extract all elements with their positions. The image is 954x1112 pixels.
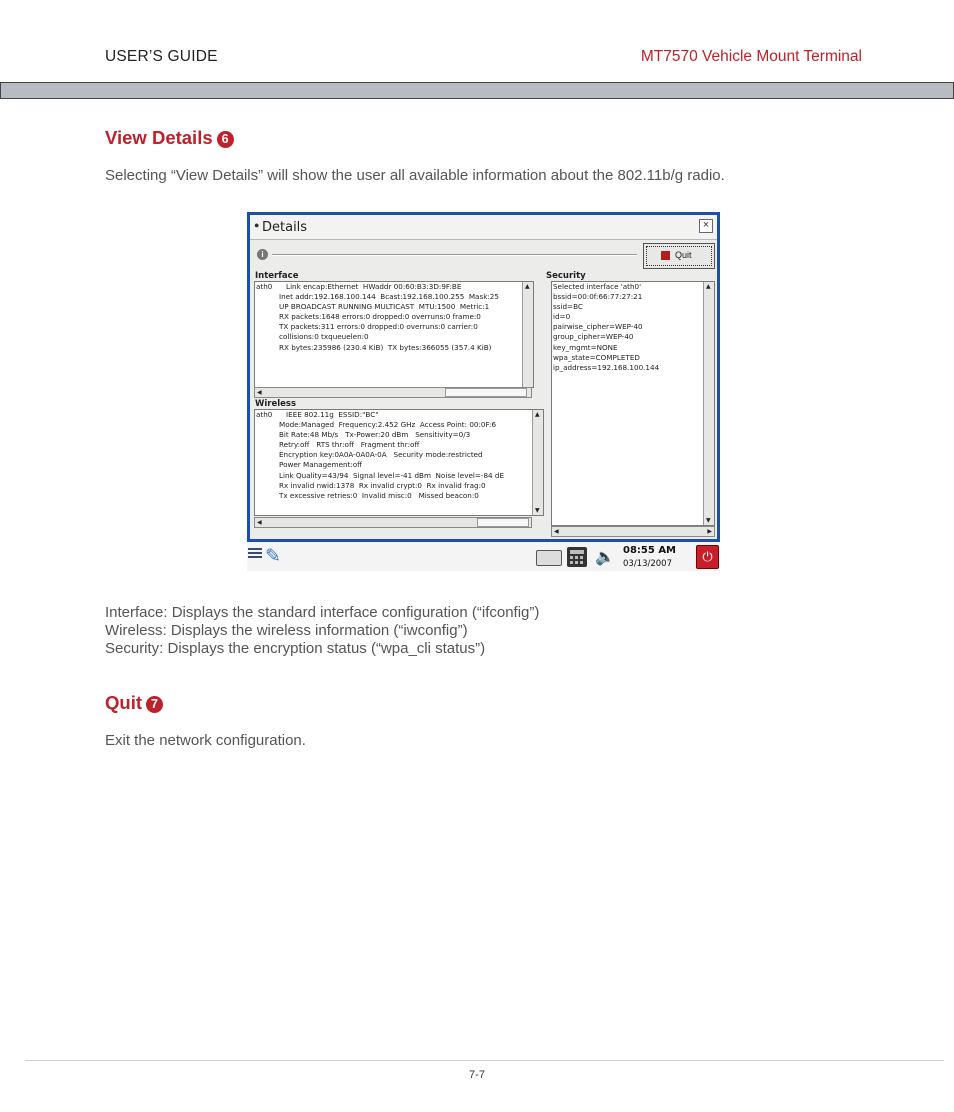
view-details-body: Selecting “View Details” will show the user all available information about the 802.11b/g radio. [105,167,725,184]
wireless-vscroll[interactable] [532,410,543,515]
text-line: RX packets:1648 errors:0 dropped:0 overruns:0 frame:0 [279,312,481,322]
text-line: group_cipher=WEP-40 [553,332,634,342]
scroll-down-arrow-icon[interactable]: ▼ [535,507,540,514]
text-line: bssid=00:0f:66:77:27:21 [553,292,643,302]
text-line: Power Management:off [279,460,363,470]
header-guide-label: USER’S GUIDE [105,48,218,65]
details-toolbar [250,241,717,269]
quit-button[interactable] [643,243,715,269]
text-line: ath0 Link encap:Ethernet HWaddr 00:60:B3:3D:9F:BE [256,282,462,291]
interface-hscroll-thumb[interactable] [445,388,527,397]
text-line: ath0 IEEE 802.11g ESSID:"BC" [256,410,379,419]
quit-body: Exit the network configuration. [105,732,306,749]
view-details-title: View Details [105,127,213,148]
text-line: wpa_state=COMPLETED [553,352,640,362]
quit-heading [105,692,163,714]
interface-textbox[interactable] [254,281,534,388]
scroll-left-arrow-icon[interactable]: ◀ [257,520,262,526]
interface-vscroll[interactable] [522,282,533,387]
window-title: Details [262,220,308,235]
page-number: 7-7 [469,1069,485,1081]
pencil-icon[interactable]: ✎ [265,546,281,567]
wireless-textbox[interactable] [254,409,544,516]
text-line: ssid=BC [553,302,583,312]
speaker-icon[interactable]: 🔈 [595,549,615,566]
text-line: Retry:off RTS thr:off Fragment thr:off [279,440,420,450]
scroll-up-arrow-icon[interactable]: ▲ [525,283,530,290]
interface-label: Interface [255,271,299,281]
text-line: Selected interface 'ath0' [553,282,642,291]
description-security: Security: Displays the encryption status (“wpa_cli status”) [105,640,486,657]
security-vscroll[interactable] [703,282,714,525]
text-line: Inet addr:192.168.100.144 Bcast:192.168.100.255 Mask:25 [279,292,499,302]
start-menu-icon[interactable] [248,548,262,562]
scroll-left-arrow-icon[interactable]: ◀ [554,529,559,535]
scroll-up-arrow-icon[interactable]: ▲ [706,283,711,290]
clock-time: 08:55 AM [623,545,677,556]
step-badge-6: 6 [217,131,234,148]
exit-icon [661,251,670,260]
panel-descriptions [105,604,539,658]
quit-button-label: Quit [675,250,692,260]
header-bar [0,82,954,99]
header-product-title: MT7570 Vehicle Mount Terminal [640,48,862,65]
step-badge-7: 7 [146,696,163,713]
toolbar-divider [272,254,637,256]
wireless-label: Wireless [255,399,297,409]
text-line: collisions:0 txqueuelen:0 [279,332,369,342]
details-screenshot [247,212,720,571]
text-line: Link Quality=43/94 Signal level=-41 dBm Noise level=-84 dE [279,470,505,480]
text-line: TX packets:311 errors:0 dropped:0 overruns:0 carrier:0 [279,322,478,332]
text-line: ip_address=192.168.100.144 [553,362,660,372]
wireless-hscroll-thumb[interactable] [477,518,529,527]
keyboard-icon[interactable] [536,550,562,566]
text-line: RX bytes:235986 (230.4 KiB) TX bytes:366055 (357.4 KiB) [279,342,492,352]
text-line: pairwise_cipher=WEP-40 [553,322,643,332]
footer-rule [25,1060,944,1061]
text-line: UP BROADCAST RUNNING MULTICAST MTU:1500 Metric:1 [279,302,490,312]
scroll-down-arrow-icon[interactable]: ▼ [706,517,711,524]
text-line: Tx excessive retries:0 Invalid misc:0 Missed beacon:0 [279,490,479,500]
power-icon[interactable]: ⏻ [696,545,719,569]
security-hscroll[interactable] [551,526,715,537]
pin-icon: ● [254,220,260,230]
description-interface: Interface: Displays the standard interface configuration (“ifconfig”) [105,604,540,621]
security-label: Security [546,271,586,281]
scroll-left-arrow-icon[interactable]: ◀ [257,390,262,396]
text-line: Bit Rate:48 Mb/s Tx-Power:20 dBm Sensitivity=0/3 [279,430,471,440]
window-titlebar [250,215,717,240]
quit-title: Quit [105,692,142,713]
details-window [247,212,720,542]
wireless-hscroll[interactable] [254,517,532,528]
text-line: key_mgmt=NONE [553,342,618,352]
scroll-up-arrow-icon[interactable]: ▲ [535,411,540,418]
text-line: Rx invalid nwid:1378 Rx invalid crypt:0 Rx invalid frag:0 [279,480,486,490]
scroll-right-arrow-icon[interactable]: ▶ [707,529,712,535]
view-details-heading [105,127,234,149]
calculator-icon[interactable] [567,547,587,567]
description-wireless: Wireless: Displays the wireless information (“iwconfig”) [105,622,468,639]
text-line: Mode:Managed Frequency:2.452 GHz Access Point: 00:0F:6 [279,420,497,430]
interface-hscroll[interactable] [254,387,532,398]
clock-date: 03/13/2007 [623,559,672,569]
text-line: id=0 [553,312,571,322]
text-line: Encryption key:0A0A-0A0A-0A Security mode:restricted [279,450,483,460]
close-icon[interactable]: × [699,219,713,233]
taskbar [247,542,720,571]
security-textbox[interactable] [551,281,715,526]
info-icon: i [257,249,268,260]
